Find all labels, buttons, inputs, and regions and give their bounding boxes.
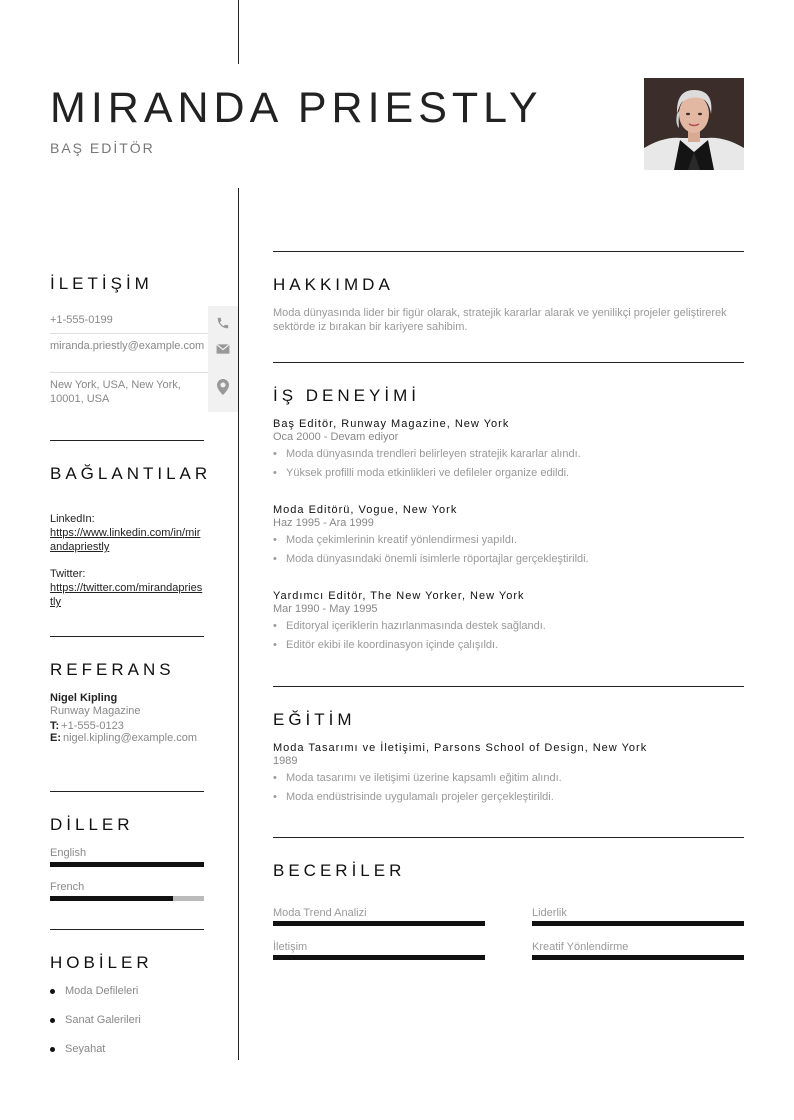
language-level-bar	[50, 896, 204, 901]
links-heading: BAĞLANTILAR	[50, 464, 212, 483]
skill-item	[532, 907, 744, 926]
language-item	[50, 881, 204, 901]
skill-item	[273, 941, 485, 960]
section-divider	[273, 837, 744, 838]
contact-divider	[50, 372, 208, 373]
twitter-link[interactable]: https://twitter.com/mirandapriestly	[50, 582, 203, 608]
bullet-text: Moda dünyasında trendleri belirleyen stratejik kararlar alındı.	[286, 448, 581, 460]
section-divider	[50, 791, 204, 792]
hobby-label: Sanat Galerileri	[65, 1014, 141, 1026]
language-name: French	[50, 881, 85, 893]
contact-heading: İLETİŞİM	[50, 274, 153, 293]
skill-label: Moda Trend Analizi	[273, 907, 367, 919]
skill-item	[273, 907, 485, 926]
skills-heading: BECERİLER	[273, 861, 406, 880]
bullet-dot	[50, 989, 55, 994]
references-heading: REFERANS	[50, 660, 175, 679]
candidate-name: MIRANDA PRIESTLY	[50, 84, 543, 132]
experience-heading: İŞ DENEYİMİ	[273, 386, 420, 405]
language-name: English	[50, 847, 87, 859]
about-text: Moda dünyasında lider bir figür olarak, stratejik kararlar alarak ve yenilikçi projeler geliştirerek sektörde iz bırakan bir kariyere sahibim.	[273, 307, 727, 333]
column-divider-line	[238, 188, 239, 1060]
job-title: Moda Editörü, Vogue, New York	[273, 504, 458, 516]
email-text[interactable]: miranda.priestly@example.com	[50, 340, 205, 352]
skill-bar	[532, 921, 744, 926]
contact-divider	[50, 333, 208, 334]
language-level-fill	[50, 896, 173, 901]
section-divider	[273, 362, 744, 363]
job-bullet: • Editör ekibi ile koordinasyon içinde çalışıldı.	[273, 639, 499, 651]
section-divider	[50, 929, 204, 930]
bullet-text: Yüksek profilli moda etkinlikleri ve defileler organize edildi.	[286, 467, 570, 479]
education-bullet: • Moda endüstrisinde uygulamalı projeler gerçekleştirildi.	[273, 791, 554, 803]
linkedin-link[interactable]: https://www.linkedin.com/in/mirandapriestly	[50, 527, 201, 553]
hobby-item	[50, 985, 138, 997]
education-degree: Moda Tasarımı ve İletişimi, Parsons School of Design, New York	[273, 742, 648, 754]
job-bullet: • Moda çekimlerinin kreatif yönlendirmesi yapıldı.	[273, 534, 518, 546]
bullet-dot	[50, 1047, 55, 1052]
skill-label: Kreatif Yönlendirme	[532, 941, 629, 953]
education-heading: EĞİTİM	[273, 710, 356, 729]
bullet-text: Moda tasarımı ve iletişimi üzerine kapsamlı eğitim alındı.	[286, 772, 562, 784]
job-title: Baş Editör, Runway Magazine, New York	[273, 418, 510, 430]
link-label: Twitter:	[50, 568, 86, 580]
reference-phone-value: +1-555-0123	[61, 720, 124, 732]
link-label: LinkedIn:	[50, 513, 95, 525]
job-date: Mar 1990 - May 1995	[273, 603, 378, 615]
skill-bar	[273, 921, 485, 926]
education-bullet: • Moda tasarımı ve iletişimi üzerine kapsamlı eğitim alındı.	[273, 772, 562, 784]
location-pin-icon	[208, 372, 238, 402]
reference-email-value[interactable]: nigel.kipling@example.com	[63, 732, 198, 744]
job-entry	[273, 590, 744, 651]
candidate-title: BAŞ EDİTÖR	[50, 140, 155, 156]
hobby-label: Moda Defileleri	[65, 985, 139, 997]
section-divider	[50, 440, 204, 441]
job-bullet: • Moda dünyasında trendleri belirleyen stratejik kararlar alındı.	[273, 448, 581, 460]
section-divider	[50, 636, 204, 637]
languages-heading: DİLLER	[50, 815, 134, 834]
bullet-dot	[50, 1018, 55, 1023]
reference-name: Nigel Kipling	[50, 692, 118, 704]
profile-photo	[644, 78, 744, 170]
hobby-item	[50, 1014, 141, 1026]
language-level-bar	[50, 862, 204, 867]
top-divider-line	[238, 0, 239, 64]
skill-item	[532, 941, 744, 960]
phone-label: T:	[50, 720, 60, 732]
job-date: Oca 2000 - Devam ediyor	[273, 431, 399, 443]
skill-label: Liderlik	[532, 907, 567, 919]
job-bullet: • Yüksek profilli moda etkinlikleri ve defileler organize edildi.	[273, 467, 570, 479]
skill-label: İletişim	[273, 941, 308, 953]
job-bullet: • Editoryal içeriklerin hazırlanmasında destek sağlandı.	[273, 620, 546, 632]
bullet-text: Moda endüstrisinde uygulamalı projeler gerçekleştirildi.	[286, 791, 554, 803]
bullet-text: Moda dünyasındaki önemli isimlerle röportajlar gerçekleştirildi.	[286, 553, 589, 565]
skill-bar	[532, 955, 744, 960]
language-level-fill	[50, 862, 204, 867]
link-twitter	[50, 567, 204, 609]
bullet-text: Editör ekibi ile koordinasyon içinde çalışıldı.	[286, 639, 499, 651]
job-entry	[273, 418, 744, 479]
about-heading: HAKKIMDA	[273, 275, 394, 294]
bullet-text: Moda çekimlerinin kreatif yönlendirmesi yapıldı.	[286, 534, 518, 546]
section-divider	[273, 686, 744, 687]
job-title: Yardımcı Editör, The New Yorker, New York	[273, 590, 525, 602]
job-date: Haz 1995 - Ara 1999	[273, 517, 374, 529]
contact-icon-strip	[208, 306, 238, 412]
bullet-text: Editoryal içeriklerin hazırlanmasında destek sağlandı.	[286, 620, 546, 632]
education-year: 1989	[273, 755, 298, 767]
job-entry	[273, 504, 744, 565]
hobby-label: Seyahat	[65, 1043, 106, 1055]
link-linkedin	[50, 512, 204, 554]
education-entry	[273, 742, 744, 803]
email-label: E:	[50, 732, 61, 744]
envelope-icon	[208, 336, 238, 362]
reference-entry	[50, 692, 204, 744]
address-text: New York, USA, New York, 10001, USA	[50, 379, 181, 405]
language-item	[50, 847, 204, 867]
section-divider	[273, 251, 744, 252]
phone-icon	[208, 310, 238, 336]
skill-bar	[273, 955, 485, 960]
hobbies-heading: HOBİLER	[50, 953, 153, 972]
hobby-item	[50, 1043, 105, 1055]
reference-email	[50, 732, 204, 744]
job-bullet: • Moda dünyasındaki önemli isimlerle röportajlar gerçekleştirildi.	[273, 553, 589, 565]
phone-text: +1-555-0199	[50, 314, 113, 326]
reference-company: Runway Magazine	[50, 705, 141, 717]
reference-phone	[50, 720, 204, 732]
